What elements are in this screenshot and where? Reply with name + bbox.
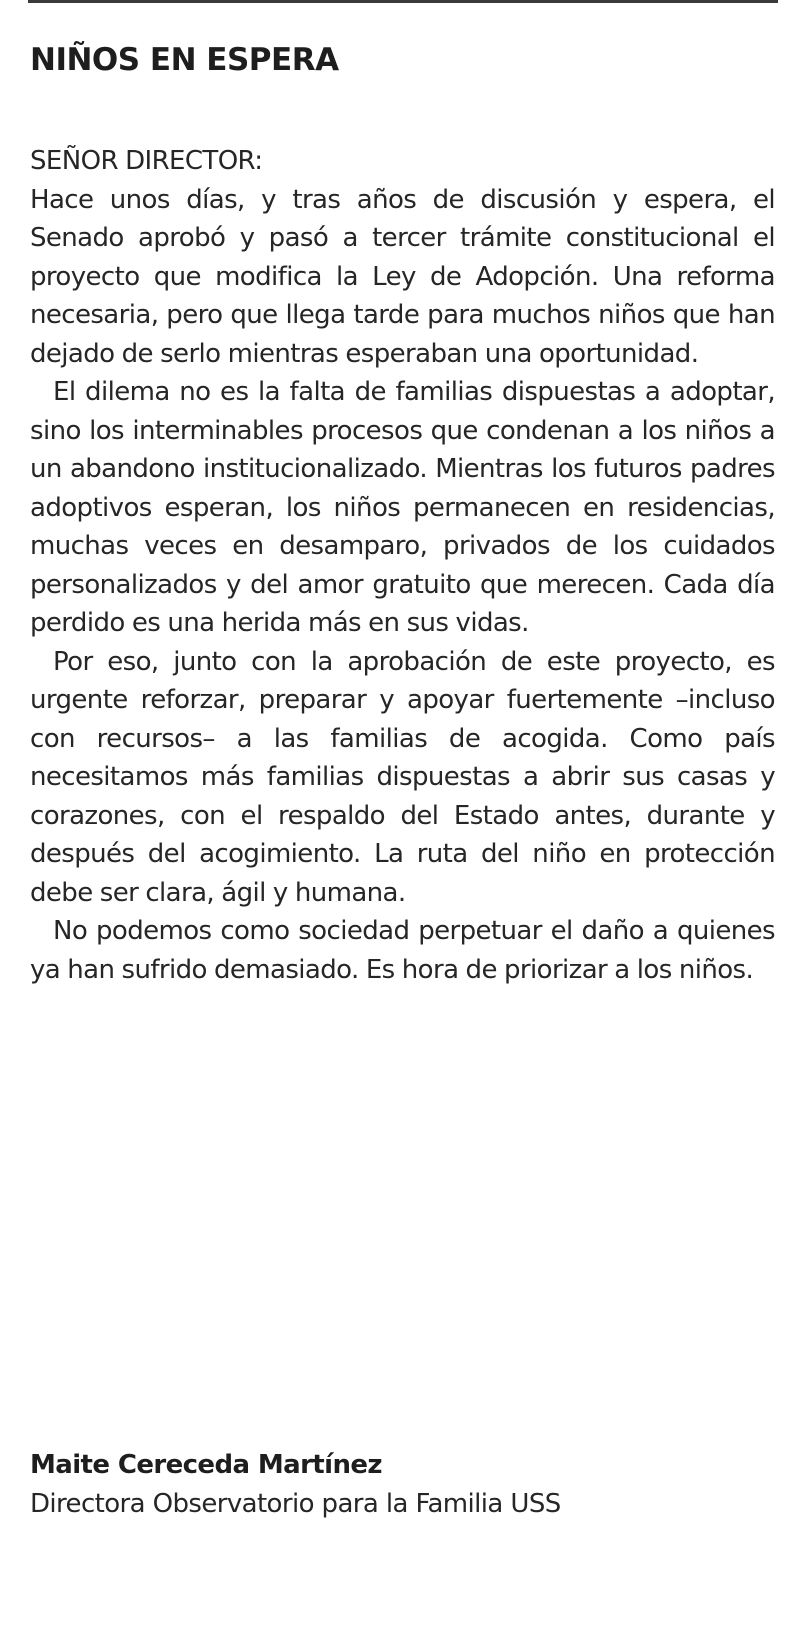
author-role: Directora Observatorio para la Familia USS xyxy=(30,1489,561,1519)
paragraph-3: Por eso, junto con la aprobación de este proyecto, es urgente reforzar, preparar y apoyar fuertemente –incluso con recursos– a las familias de acogida. Como país necesitamos más familias dispuestas a abrir sus casas y corazones, con el respaldo del Estado antes, durante y después del acogimiento. La ruta del niño en protección debe ser clara, ágil y humana. xyxy=(30,646,775,908)
letter-body xyxy=(30,142,775,989)
top-rule xyxy=(28,0,778,3)
paragraph-2: El dilema no es la falta de familias dispuestas a adoptar, sino los interminables procesos que condenan a los niños a un abandono institucionalizado. Mientras los futuros padres adoptivos esperan, los niños permanecen en residencias, muchas veces en desamparo, privados de los cuidados personalizados y del amor gratuito que merecen. Cada día perdido es una herida más en sus vidas. xyxy=(30,377,775,638)
paragraph-4: No podemos como sociedad perpetuar el daño a quienes ya han sufrido demasiado. Es hora de priorizar a los niños. xyxy=(30,916,775,985)
salutation: SEÑOR DIRECTOR: xyxy=(30,146,263,176)
headline: NIÑOS EN ESPERA xyxy=(30,42,339,78)
author-name: Maite Cereceda Martínez xyxy=(30,1450,382,1480)
signature-block xyxy=(30,1445,775,1523)
paragraph-1: Hace unos días, y tras años de discusión y espera, el Senado aprobó y pasó a tercer trámite constitucional el proyecto que modifica la Ley de Adopción. Una reforma necesaria, pero que llega tarde para muchos niños que han dejado de serlo mientras esperaban una oportunidad. xyxy=(30,184,775,369)
